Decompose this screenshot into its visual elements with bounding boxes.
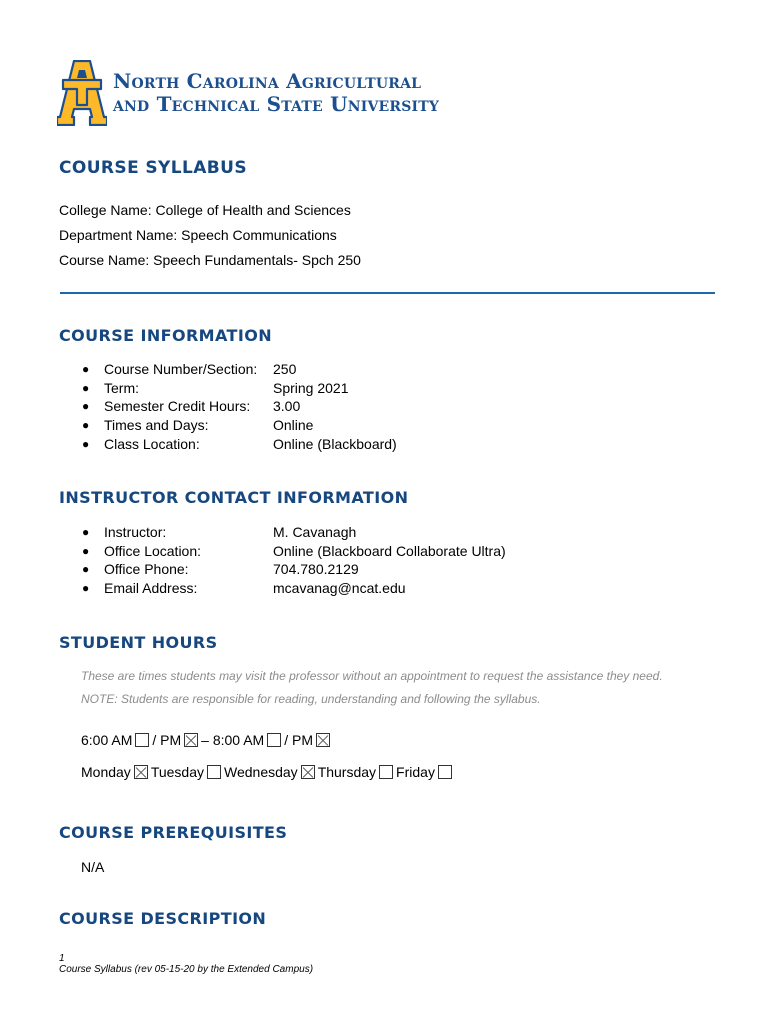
- bullet-icon: ●: [82, 436, 90, 451]
- syllabus-note: NOTE: Students are responsible for reading, understanding and following the syllabus.: [81, 692, 541, 706]
- thursday-checkbox[interactable]: [379, 765, 393, 779]
- day-label-friday: Friday: [396, 764, 435, 780]
- monday-checkbox[interactable]: [134, 765, 148, 779]
- university-name-line2: and Technical State University: [113, 92, 440, 116]
- info-label: Office Location:: [104, 542, 202, 559]
- bullet-icon: ●: [82, 362, 90, 376]
- aggie-A-logo-icon: [57, 60, 107, 126]
- student-hours-note: These are times students may visit the professor without an appointment to request the assistance they need.: [81, 669, 663, 683]
- info-value: Online (Blackboard): [273, 435, 397, 452]
- am-pm-separator: / PM: [152, 732, 182, 748]
- info-value: 250: [273, 361, 297, 377]
- end-pm-checkbox[interactable]: [316, 733, 330, 747]
- start-pm-checkbox[interactable]: [184, 733, 198, 747]
- section-divider: [60, 292, 715, 294]
- student-hours-heading: STUDENT HOURS: [59, 633, 218, 652]
- info-value: Online: [273, 417, 314, 434]
- bullet-icon: ●: [82, 525, 90, 539]
- bullet-icon: ●: [82, 543, 90, 558]
- wednesday-checkbox[interactable]: [301, 765, 315, 779]
- am-pm-separator: / PM: [284, 732, 313, 748]
- tuesday-checkbox[interactable]: [207, 765, 221, 779]
- bullet-icon: ●: [82, 562, 90, 577]
- day-label-tuesday: Tuesday: [150, 764, 204, 780]
- bullet-icon: ●: [82, 399, 90, 414]
- day-label-thursday: Thursday: [317, 764, 377, 780]
- email-link[interactable]: mcavanag@ncat.edu: [273, 580, 406, 597]
- page-title: COURSE SYLLABUS: [59, 158, 247, 178]
- info-value: 3.00: [273, 398, 301, 415]
- course-name: Course Name: Speech Fundamentals- Spch 250: [59, 252, 361, 268]
- university-logo: [57, 60, 439, 126]
- college-name: College Name: College of Health and Sciences: [59, 202, 351, 218]
- info-label: Office Phone:: [104, 561, 189, 578]
- info-label: Times and Days:: [104, 417, 209, 434]
- info-label: Course Number/Section:: [104, 361, 258, 377]
- info-label: Class Location:: [104, 435, 200, 452]
- start-am-checkbox[interactable]: [135, 733, 149, 747]
- day-label-wednesday: Wednesday: [224, 764, 298, 780]
- course-information-heading: COURSE INFORMATION: [59, 326, 272, 345]
- bullet-icon: ●: [82, 380, 90, 395]
- page-number: 1: [59, 953, 65, 964]
- info-value: Online (Blackboard Collaborate Ultra): [273, 542, 506, 559]
- hours-days-row: [81, 764, 455, 780]
- day-label-monday: Monday: [81, 764, 131, 780]
- footer-text: Course Syllabus (rev 05-15-20 by the Extended Campus): [59, 964, 314, 975]
- instructor-contact-heading: INSTRUCTOR CONTACT INFORMATION: [59, 488, 409, 507]
- end-time: – 8:00 AM: [201, 732, 265, 748]
- info-value: Spring 2021: [273, 379, 349, 396]
- prerequisites-heading: COURSE PREREQUISITES: [59, 823, 288, 842]
- info-value: 704.780.2129: [273, 561, 359, 578]
- course-description-heading: COURSE DESCRIPTION: [59, 909, 267, 928]
- start-time: 6:00 AM: [81, 732, 133, 748]
- friday-checkbox[interactable]: [438, 765, 452, 779]
- info-label: Email Address:: [104, 580, 198, 597]
- university-name: [113, 70, 439, 116]
- bullet-icon: ●: [82, 418, 90, 433]
- info-label: Instructor:: [104, 524, 167, 540]
- university-name-line1: North Carolina Agricultural: [113, 69, 422, 93]
- end-am-checkbox[interactable]: [267, 733, 281, 747]
- hours-time-row: [81, 732, 333, 748]
- prerequisites-value: N/A: [81, 859, 105, 875]
- info-label: Semester Credit Hours:: [104, 398, 251, 415]
- department-name: Department Name: Speech Communications: [59, 227, 337, 243]
- info-value: M. Cavanagh: [273, 524, 357, 540]
- info-label: Term:: [104, 379, 139, 396]
- bullet-icon: ●: [82, 581, 90, 596]
